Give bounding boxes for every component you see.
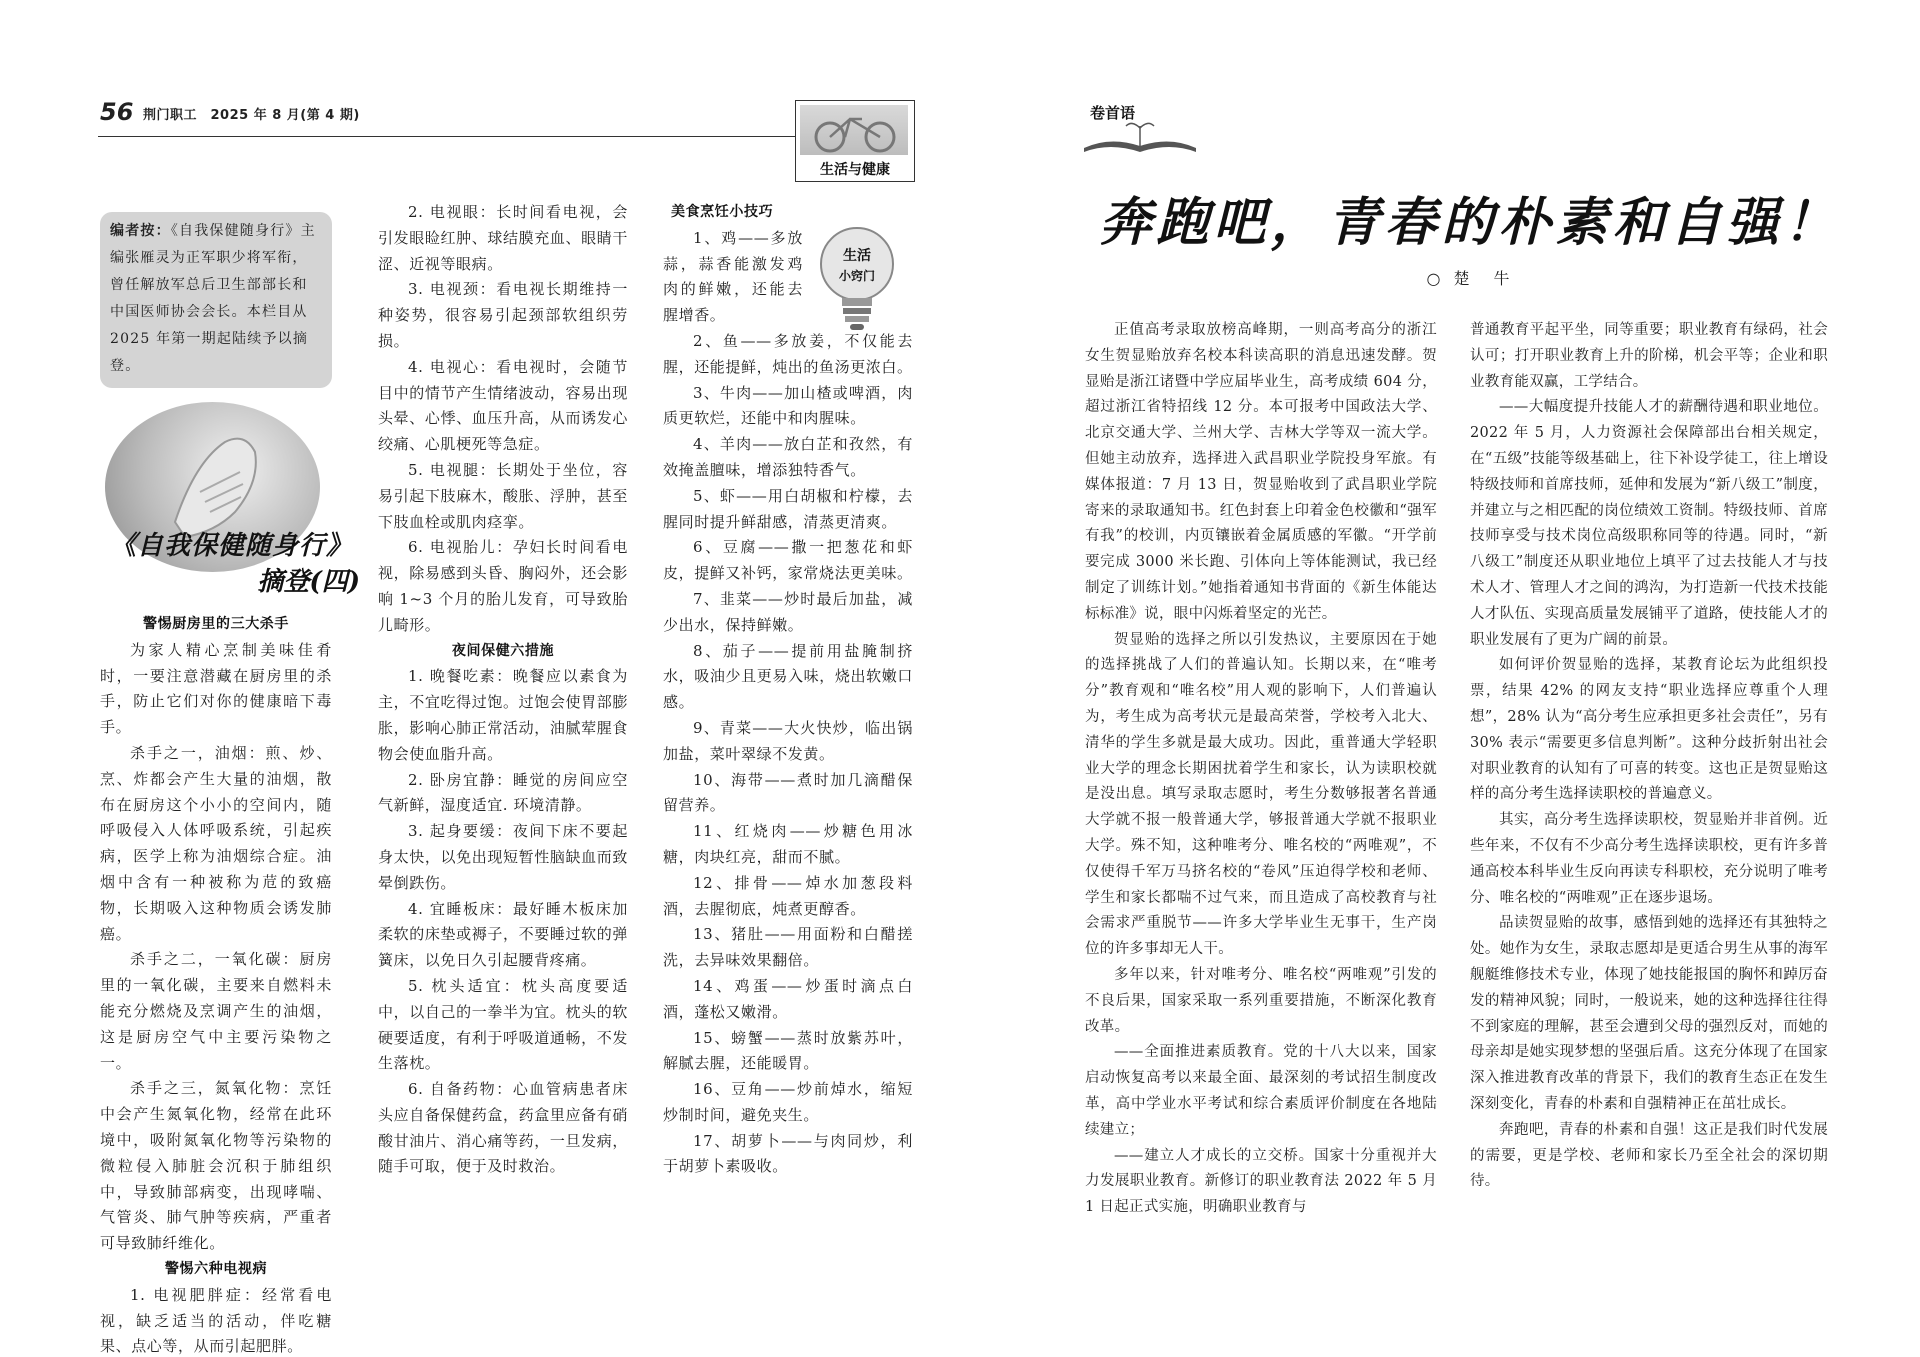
article-byline: ○ 楚 牛	[1426, 269, 1514, 288]
cooking-item-8: 8、茄子——提前用盐腌制挤水，吸油少且更易入味，烧出软嫩口感。	[663, 641, 913, 712]
right-column-1	[1085, 318, 1437, 1221]
bulb-text-2: 小窍门	[838, 269, 876, 283]
r2-p2: ——大幅度提升技能人才的薪酬待遇和职业地位。2022 年 5 月，人力资源社会保障部出台相关规定，在“五级”技能等级基础上，往下补设学徒工，往上增设特级技师和首席技师，延伸和发展为“新八级工”制度，并建立与之相匹配的岗位绩效工资制。特级技师、首席技师享受与技术岗位高级职称同等的待遇。同时，“新八级工”制度还从职业地位上填平了过去技能人才与技术人才、管理人才之间的鸿沟，为打造新一代技术技能人才队伍、实现高质量发展铺平了道路，使技能人才的职业发展有了更为广阔的前景。	[1470, 399, 1828, 648]
kitchen-heading: 警惕厨房里的三大杀手	[143, 616, 289, 632]
tv-p3: 3. 电视颈：看电视长期维持一种姿势，很容易引起颈部软组织劳损。	[378, 280, 628, 350]
cooking-item-4: 4、羊肉——放白芷和孜然，有效掩盖膻味，增添独特香气。	[663, 435, 913, 479]
kitchen-p3: 杀手之二，一氧化碳：厨房里的一氧化碳，主要来自燃料未能充分燃烧及烹调产生的油烟，这是厨房空气中主要污染物之一。	[100, 950, 332, 1072]
r2-p3: 如何评价贺显贻的选择，某教育论坛为此组织投票，结果 42% 的网友支持“职业选择应尊重个人理想”，28% 认为“高分考生应承担更多社会责任”，另有 30% 表示“需要更多信息判断”。这种分歧折射出社会对职业教育的认知有了可喜的转变。这也正是贺显贻这样的高分考生选择读职校的普遍意义。	[1470, 657, 1828, 803]
tv-p2: 2. 电视眼：长时间看电视，会引发眼睑红肿、球结膜充血、眼睛干涩、近视等眼病。	[378, 203, 628, 273]
r1-p4: ——全面推进素质教育。党的十八大以来，国家启动恢复高考以来最全面、最深刻的考试招生制度改革，高中学业水平考试和综合素质评价制度在各地陆续建立；	[1085, 1044, 1437, 1138]
tv-p5: 5. 电视腿：长期处于坐位，容易引起下肢麻木，酸胀、浮肿，甚至下肢血栓或肌肉痉挛。	[378, 460, 628, 531]
cooking-item-14: 14、鸡蛋——炒蛋时滴点白酒，蓬松又嫩滑。	[663, 976, 913, 1021]
editor-note-label: 编者按：	[110, 223, 171, 239]
tv-heading: 警惕六种电视病	[164, 1260, 268, 1277]
cooking-item-7: 7、韭菜——炒时最后加盐，减少出水，保持鲜嫩。	[663, 589, 913, 634]
r1-p3: 多年以来，针对唯考分、唯名校“两唯观”引发的不良后果，国家采取一系列重要措施，不断深化教育改革。	[1085, 966, 1437, 1035]
cooking-item-15: 15、螃蟹——蒸时放紫苏叶，解腻去腥，还能暖胃。	[663, 1028, 913, 1073]
r2-p5: 品读贺显贻的故事，感悟到她的选择还有其独特之处。她作为女生，录取志愿却是更适合男生从事的海军舰艇维修技术专业，体现了她技能报国的胸怀和踔厉奋发的精神风貌；同时，一般说来，她的这种选择往往得不到家庭的理解，甚至会遭到父母的强烈反对，而她的母亲却是她实现梦想的坚强后盾。这充分体现了在国家深入推进教育改革的背景下，我们的教育生态正在发生深刻变化，青春的朴素和自强精神正在茁壮成长。	[1470, 915, 1828, 1112]
series-title-line1: 《自我保健随身行》	[110, 531, 354, 561]
night-p4: 4. 宜睡板床：最好睡木板床加柔软的床垫或褥子，不要睡过软的弹簧床，以免日久引起腰背疼痛。	[378, 899, 628, 970]
cooking-heading: 美食烹饪小技巧	[671, 204, 774, 220]
night-p5: 5. 枕头适宜：枕头高度要适中，以自己的一拳半为宜。枕头的软硬要适度，有利于呼吸道通畅，不发生落枕。	[378, 976, 628, 1073]
right-column-2	[1470, 318, 1828, 1195]
tv-p4: 4. 电视心：看电视时，会随节目中的情节产生情绪波动，容易出现头晕、心悸、血压升高，从而诱发心绞痛、心肌梗死等急症。	[378, 357, 628, 454]
kitchen-p1: 为家人精心烹制美味佳肴时，一要注意潜藏在厨房里的杀手，防止它们对你的健康暗下毒手。	[100, 640, 332, 737]
cooking-item-3: 3、牛肉——加山楂或啤酒，肉质更软烂，还能中和肉腥味。	[663, 383, 913, 428]
night-heading: 夜间保健六措施	[451, 642, 555, 659]
open-book-icon	[1080, 118, 1200, 154]
cooking-item-1: 1、鸡——多放蒜，蒜香能激发鸡肉的鲜嫩，还能去腥增香。	[663, 228, 803, 325]
cooking-item-6: 6、豆腐——撒一把葱花和虾皮，提鲜又补钙，家常烧法更美味。	[663, 538, 913, 583]
cooking-item-11: 11、红烧肉——炒糖色用冰糖，肉块红亮，甜而不腻。	[663, 822, 913, 866]
r2-p1: 普通教育平起平坐，同等重要；职业教育有绿码，社会认可；打开职业教育上升的阶梯，机会平等；企业和职业教育能双赢，工学结合。	[1470, 322, 1828, 390]
cooking-item-2: 2、鱼——多放姜，不仅能去腥，还能提鲜，炖出的鱼汤更浓白。	[663, 331, 913, 376]
section-label: 生活与健康	[820, 162, 890, 178]
page-number: 56	[100, 98, 134, 126]
r1-p1: 正值高考录取放榜高峰期，一则高考高分的浙江女生贺显贻放弃名校本科读高职的消息迅速发酵。贺显贻是浙江诸暨中学应届毕业生，高考成绩 604 分，超过浙江省特招线 12 分。本可报考中国政法大学、北京交通大学、兰州大学、吉林大学等双一流大学。但她主动放弃，选择进入武昌职业学院投身军旅。有媒体报道：7 月 13 日，贺显贻收到了武昌职业学院寄来的录取通知书。红色封套上印着金色校徽和“强军有我”的校训，内页镶嵌着金属质感的军徽。“开学前要完成 3000 米长跑、引体向上等体能测试，我已经制定了训练计划。”她指着通知书背面的《新生体能达标标准》说，眼中闪烁着坚定的光芒。	[1085, 322, 1437, 622]
r2-p6: 奔跑吧，青春的朴素和自强！这正是我们时代发展的需要，更是学校、老师和家长乃至全社会的深切期待。	[1470, 1121, 1828, 1190]
cooking-item-12: 12、排骨——焯水加葱段料酒，去腥彻底，炖煮更醇香。	[663, 873, 913, 918]
tv-p6: 6. 电视胎儿：孕妇长时间看电视，除易感到头昏、胸闷外，还会影响 1~3 个月的胎儿发育，可导致胎儿畸形。	[378, 538, 628, 634]
bulb-text-1: 生活	[843, 248, 871, 264]
night-p3: 3. 起身要缓：夜间下床不要起身太快，以免出现短暂性脑缺血而致晕倒跌伤。	[378, 822, 628, 892]
cooking-item-9: 9、青菜——大火快炒，临出锅加盐，菜叶翠绿不发黄。	[663, 718, 913, 763]
editor-note-text: 《自我保健随身行》主编张雁灵为正军职少将军衔，曾任解放军总后卫生部部长和中国医师协会会长。本栏目从 2025 年第一期起陆续予以摘登。	[110, 223, 316, 374]
night-p6: 6. 自备药物：心血管病患者床头应自备保健药盒，药盒里应备有硝酸甘油片、消心痛等药，一旦发病，随手可取，便于及时救治。	[378, 1080, 628, 1176]
publication-info: 荆门职工 2025 年 8 月(第 4 期)	[143, 108, 360, 123]
series-title-line2: 摘登(四)	[257, 567, 360, 597]
article-title: 奔跑吧，青春的朴素和自强！	[1099, 192, 1841, 253]
book-graphic	[1080, 118, 1200, 154]
r1-p2: 贺显贻的选择之所以引发热议，主要原因在于她的选择挑战了人们的普遍认知。长期以来，在“唯考分”教育观和“唯名校”用人观的影响下，人们普遍认为，考生成为高考状元是最高荣誉，学校考入北大、清华的学生多就是最大成功。因此，重普通大学轻职业大学的理念长期困扰着学生和家长，认为读职校就是没出息。填写录取志愿时，考生分数够报著名普通大学就不报一般普通大学，够报普通大学就不报职业大学。殊不知，这种唯考分、唯名校的“两唯观”，不仅使得千军万马挤名校的“卷风”压迫得学校和老师、学生和家长都喘不过气来，而且造成了高校教育与社会需求严重脱节——许多大学毕业生无事干，生产岗位的许多事却无人干。	[1085, 631, 1437, 958]
night-p1: 1. 晚餐吃素：晚餐应以素食为主，不宜吃得过饱。过饱会使胃部膨胀，影响心肺正常活动，油腻荤腥食物会使血脂升高。	[378, 667, 628, 763]
cooking-item-5: 5、虾——用白胡椒和柠檬，去腥同时提升鲜甜感，清蒸更清爽。	[663, 486, 913, 531]
r1-p5: ——建立人才成长的立交桥。国家十分重视并大力发展职业教育。新修订的职业教育法 2022 年 5 月 1 日起正式实施，明确职业教育与	[1085, 1147, 1437, 1216]
cooking-item-16: 16、豆角——炒前焯水，缩短炒制时间，避免夹生。	[663, 1080, 913, 1124]
kitchen-p4: 杀手之三，氮氧化物：烹饪中会产生氮氧化物，经常在此环境中，吸附氮氧化物等污染物的微粒侵入肺脏会沉积于肺组织中，导致肺部病变，出现哮喘、气管炎、肺气肿等疾病，严重者可导致肺纤维化。	[100, 1079, 332, 1253]
r2-p4: 其实，高分考生选择读职校，贺显贻并非首例。近些年来，不仅有不少高分考生选择读职校，更有许多普通高校本科毕业生反向再读专科职校，充分说明了唯考分、唯名校的“两唯观”正在逐步退场。	[1470, 812, 1828, 906]
cooking-item-13: 13、猪肚——用面粉和白醋搓洗，去异味效果翻倍。	[663, 925, 913, 970]
tv-p1: 1. 电视肥胖症：经常看电视，缺乏适当的活动，伴吃糖果、点心等，从而引起肥胖。	[100, 1285, 332, 1356]
night-p2: 2. 卧房宜静：睡觉的房间应空气新鲜，湿度适宜. 环境清静。	[378, 770, 628, 815]
cooking-item-10: 10、海带——煮时加几滴醋保留营养。	[663, 770, 913, 815]
cooking-item-17: 17、胡萝卜——与肉同炒，利于胡萝卜素吸收。	[663, 1131, 913, 1176]
right-section-label: 卷首语	[1090, 104, 1136, 122]
kitchen-p2: 杀手之一，油烟：煎、炒、烹、炸都会产生大量的油烟，散布在厨房这个小小的空间内，随呼吸侵入人体呼吸系统，引起疾病，医学上称为油烟综合症。油烟中含有一种被称为苊的致癌物，长期吸入这种物质会诱发肺癌。	[100, 743, 332, 943]
